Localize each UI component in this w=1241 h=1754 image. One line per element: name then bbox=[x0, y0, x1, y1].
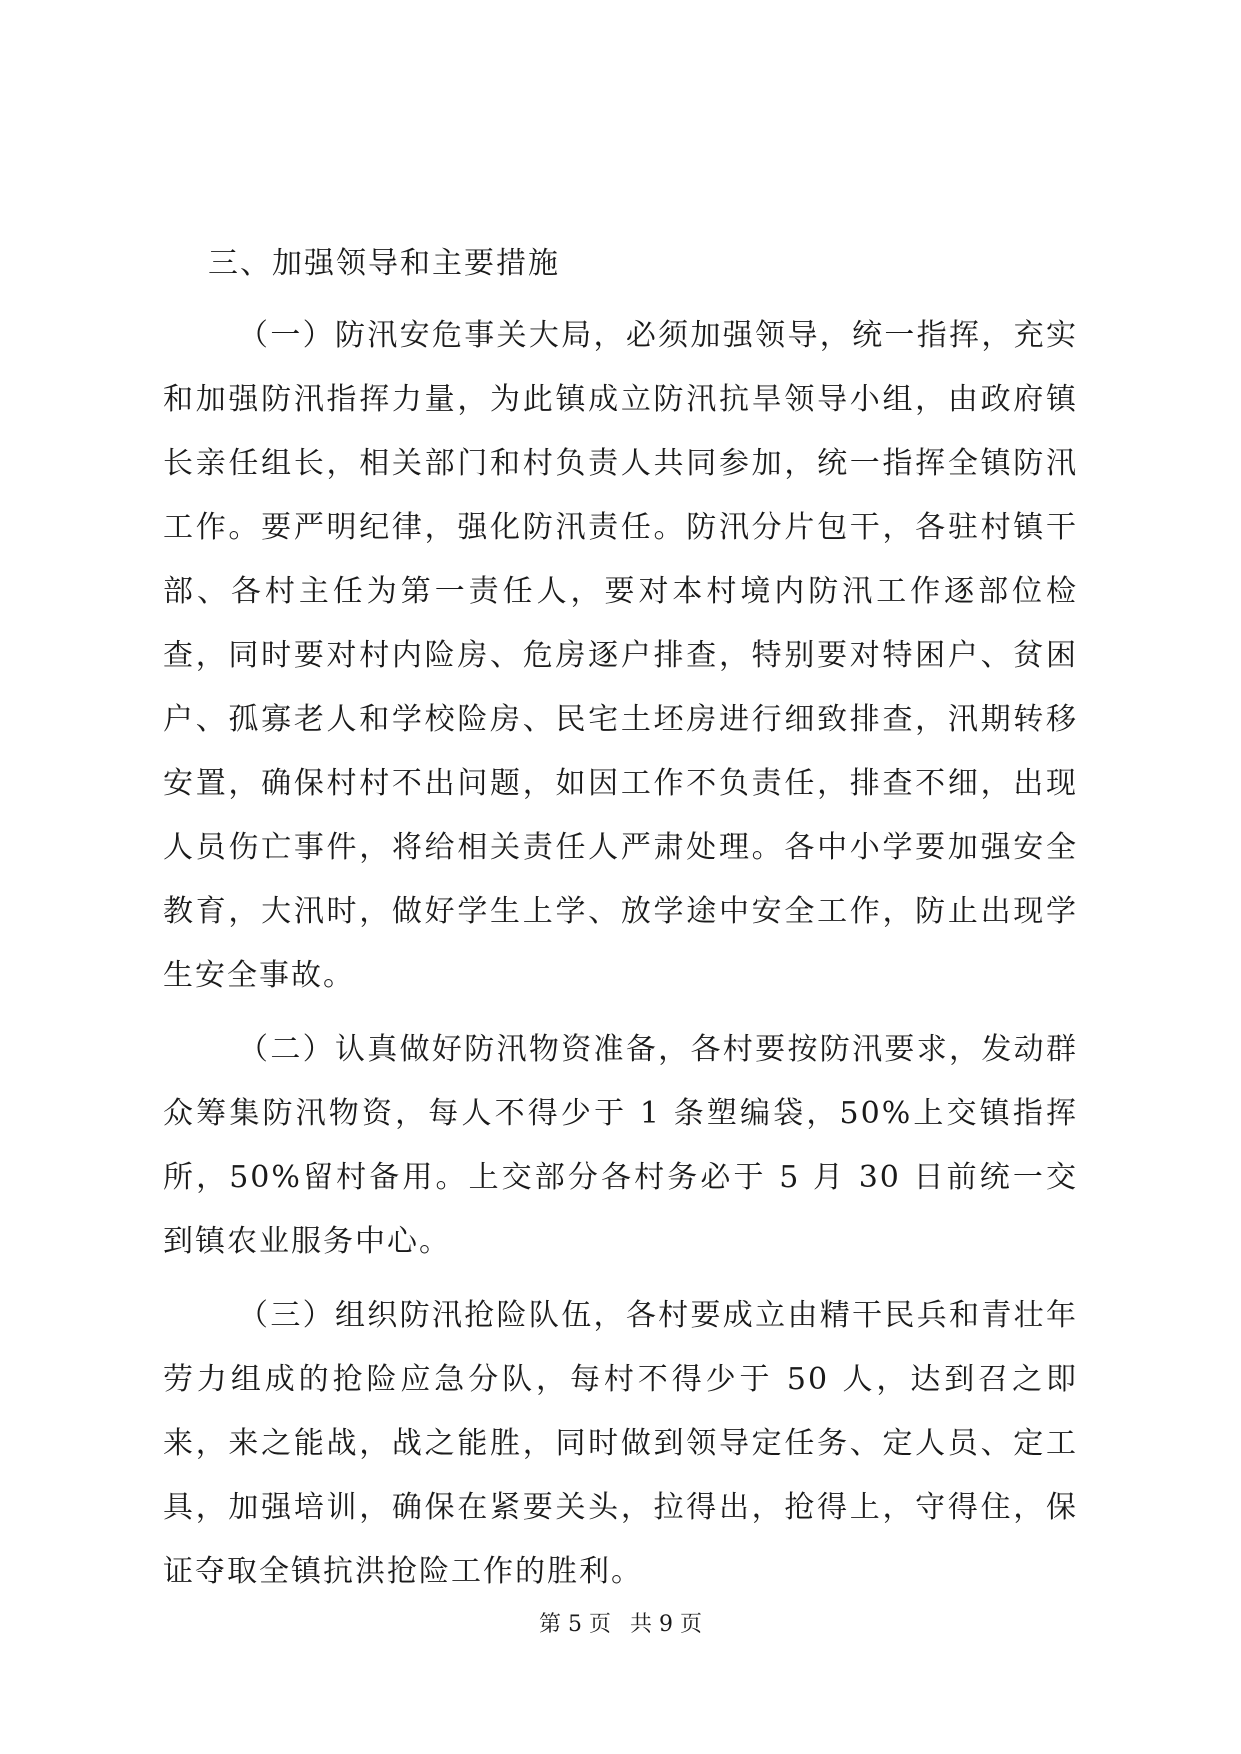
document-body bbox=[163, 232, 1078, 1604]
page-number: 第 5 页 bbox=[539, 1612, 611, 1637]
page-total: 共 9 页 bbox=[630, 1612, 702, 1637]
paragraph-rescue-team: （三）组织防汛抢险队伍，各村要成立由精干民兵和青壮年劳力组成的抢险应急分队，每村不得少于 50 人，达到召之即来，来之能战，战之能胜，同时做到领导定任务、定人员、定工具，加强培训，确保在紧要关头，拉得出，抢得上，守得住，保证夺取全镇抗洪抢险工作的胜利。 bbox=[163, 1298, 1078, 1589]
page-footer bbox=[0, 1610, 1241, 1640]
paragraph-leadership: （一）防汛安危事关大局，必须加强领导，统一指挥，充实和加强防汛指挥力量，为此镇成立防汛抗旱领导小组，由政府镇长亲任组长，相关部门和村负责人共同参加，统一指挥全镇防汛工作。要严明纪律，强化防汛责任。防汛分片包干，各驻村镇干部、各村主任为第一责任人，要对本村境内防汛工作逐部位检查，同时要对村内险房、危房逐户排查，特别要对特困户、贫困户、孤寡老人和学校险房、民宅土坯房进行细致排查，汛期转移安置，确保村村不出问题，如因工作不负责任，排查不细，出现人员伤亡事件，将给相关责任人严肃处理。各中小学要加强安全教育，大汛时，做好学生上学、放学途中安全工作，防止出现学生安全事故。 bbox=[163, 318, 1078, 993]
paragraph-materials: （二）认真做好防汛物资准备，各村要按防汛要求，发动群众筹集防汛物资，每人不得少于 1 条塑编袋，50%上交镇指挥所，50%留村备用。上交部分各村务必于 5 月 30 日前统一交到镇农业服务中心。 bbox=[163, 1032, 1078, 1259]
section-heading: 三、加强领导和主要措施 bbox=[208, 246, 560, 281]
